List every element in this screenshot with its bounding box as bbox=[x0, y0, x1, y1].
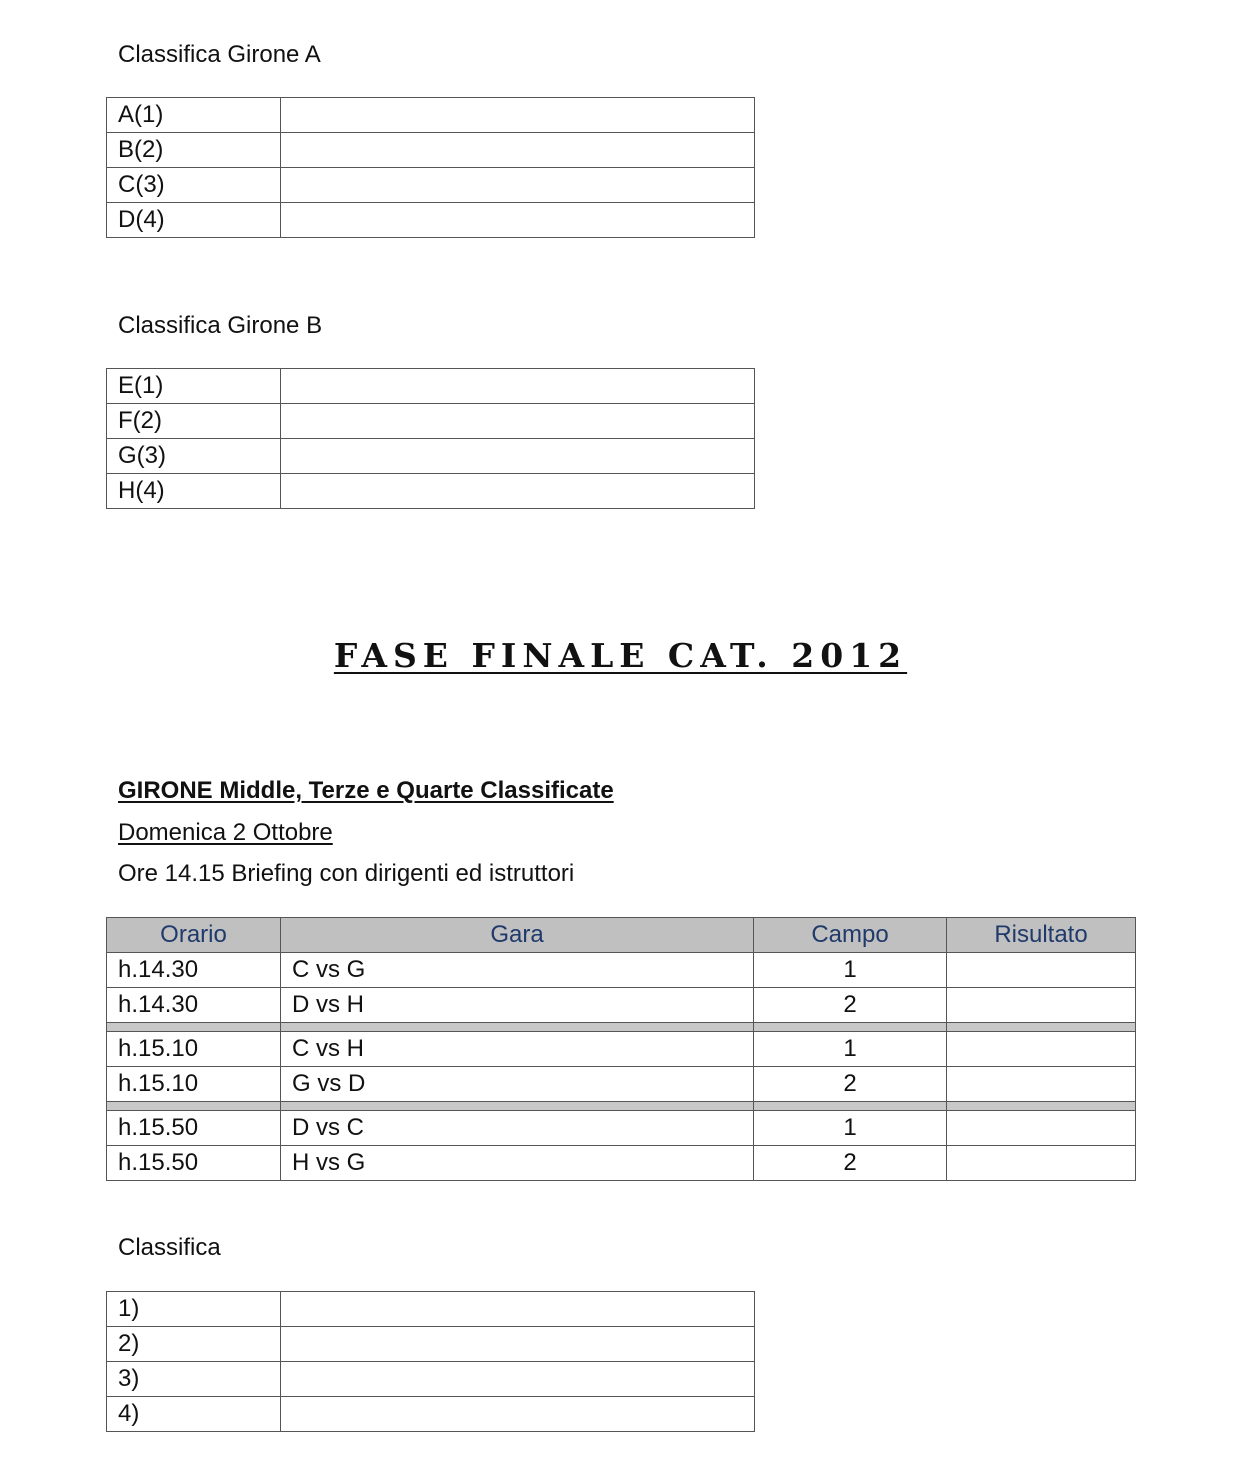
match-orario: h.14.30 bbox=[107, 953, 281, 988]
match-risultato[interactable] bbox=[947, 1067, 1136, 1102]
match-orario: h.15.50 bbox=[107, 1146, 281, 1181]
rank-team-cell[interactable] bbox=[281, 439, 755, 474]
table-row bbox=[107, 439, 755, 474]
match-campo: 2 bbox=[754, 988, 947, 1023]
match-gara: H vs G bbox=[281, 1146, 754, 1181]
rank-label: 1) bbox=[107, 1292, 281, 1327]
middle-heading: GIRONE Middle, Terze e Quarte Classificate bbox=[118, 777, 614, 804]
table-row bbox=[107, 133, 755, 168]
header-campo: Campo bbox=[754, 918, 947, 953]
rank-team-cell[interactable] bbox=[281, 474, 755, 509]
table-row bbox=[107, 953, 1136, 988]
girone-a-title: Classifica Girone A bbox=[118, 41, 321, 68]
match-campo: 1 bbox=[754, 1111, 947, 1146]
rank-team-cell[interactable] bbox=[281, 404, 755, 439]
girone-a-table bbox=[106, 97, 755, 238]
match-orario: h.15.10 bbox=[107, 1032, 281, 1067]
fase-finale-title: FASE FINALE CAT. 2012 bbox=[333, 636, 908, 675]
table-row bbox=[107, 98, 755, 133]
classifica-title: Classifica bbox=[118, 1234, 221, 1261]
match-campo: 1 bbox=[754, 1032, 947, 1067]
rank-label: F(2) bbox=[107, 404, 281, 439]
header-risultato: Risultato bbox=[947, 918, 1136, 953]
rank-label: 2) bbox=[107, 1327, 281, 1362]
table-row bbox=[107, 369, 755, 404]
separator-row bbox=[107, 1102, 1136, 1111]
match-gara: C vs G bbox=[281, 953, 754, 988]
match-campo: 1 bbox=[754, 953, 947, 988]
match-risultato[interactable] bbox=[947, 1111, 1136, 1146]
table-row bbox=[107, 1146, 1136, 1181]
match-campo: 2 bbox=[754, 1146, 947, 1181]
table-row bbox=[107, 404, 755, 439]
match-gara: G vs D bbox=[281, 1067, 754, 1102]
middle-briefing: Ore 14.15 Briefing con dirigenti ed istruttori bbox=[118, 860, 575, 887]
table-row bbox=[107, 168, 755, 203]
girone-b-title: Classifica Girone B bbox=[118, 312, 323, 339]
match-gara: D vs C bbox=[281, 1111, 754, 1146]
rank-team-cell[interactable] bbox=[281, 1292, 755, 1327]
rank-team-cell[interactable] bbox=[281, 1327, 755, 1362]
table-row bbox=[107, 1397, 755, 1432]
table-row bbox=[107, 1292, 755, 1327]
rank-team-cell[interactable] bbox=[281, 203, 755, 238]
rank-team-cell[interactable] bbox=[281, 168, 755, 203]
match-risultato[interactable] bbox=[947, 953, 1136, 988]
table-row bbox=[107, 1032, 1136, 1067]
match-gara: D vs H bbox=[281, 988, 754, 1023]
table-row bbox=[107, 988, 1136, 1023]
middle-date: Domenica 2 Ottobre bbox=[118, 819, 333, 846]
table-row bbox=[107, 203, 755, 238]
table-row bbox=[107, 474, 755, 509]
rank-team-cell[interactable] bbox=[281, 1362, 755, 1397]
rank-label: G(3) bbox=[107, 439, 281, 474]
rank-label: 4) bbox=[107, 1397, 281, 1432]
rank-label: B(2) bbox=[107, 133, 281, 168]
rank-team-cell[interactable] bbox=[281, 98, 755, 133]
match-gara: C vs H bbox=[281, 1032, 754, 1067]
match-orario: h.15.10 bbox=[107, 1067, 281, 1102]
rank-team-cell[interactable] bbox=[281, 369, 755, 404]
match-orario: h.14.30 bbox=[107, 988, 281, 1023]
rank-label: H(4) bbox=[107, 474, 281, 509]
match-risultato[interactable] bbox=[947, 1032, 1136, 1067]
table-header-row bbox=[107, 918, 1136, 953]
separator-row bbox=[107, 1023, 1136, 1032]
match-orario: h.15.50 bbox=[107, 1111, 281, 1146]
match-campo: 2 bbox=[754, 1067, 947, 1102]
rank-label: E(1) bbox=[107, 369, 281, 404]
rank-label: 3) bbox=[107, 1362, 281, 1397]
rank-label: A(1) bbox=[107, 98, 281, 133]
header-orario: Orario bbox=[107, 918, 281, 953]
header-gara: Gara bbox=[281, 918, 754, 953]
table-row bbox=[107, 1111, 1136, 1146]
rank-label: D(4) bbox=[107, 203, 281, 238]
classifica-table bbox=[106, 1291, 755, 1432]
rank-team-cell[interactable] bbox=[281, 133, 755, 168]
match-risultato[interactable] bbox=[947, 1146, 1136, 1181]
rank-label: C(3) bbox=[107, 168, 281, 203]
table-row bbox=[107, 1067, 1136, 1102]
schedule-table bbox=[106, 917, 1136, 1181]
rank-team-cell[interactable] bbox=[281, 1397, 755, 1432]
table-row bbox=[107, 1362, 755, 1397]
table-row bbox=[107, 1327, 755, 1362]
girone-b-table bbox=[106, 368, 755, 509]
match-risultato[interactable] bbox=[947, 988, 1136, 1023]
